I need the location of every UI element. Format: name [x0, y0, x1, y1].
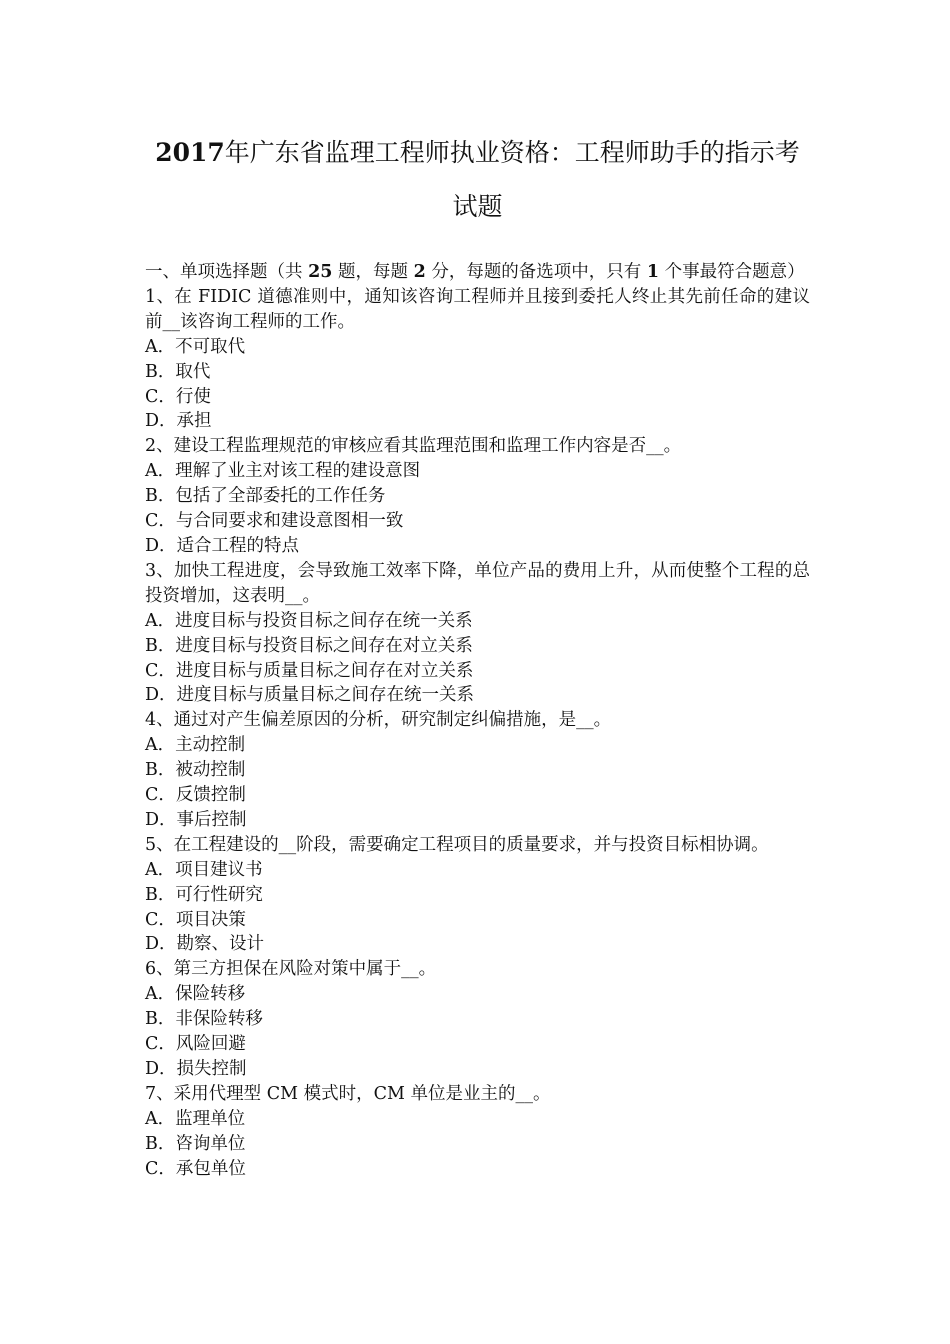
title-year: 2017	[155, 138, 225, 167]
option-item: A．主动控制	[145, 735, 246, 756]
section-text-2: 题，每题	[332, 262, 414, 282]
option-item: D．损失控制	[145, 1059, 247, 1079]
option-item: A．理解了业主对该工程的建设意图	[145, 461, 421, 482]
question-stem: 7、采用代理型 CM 模式时，CM 单位是业主的__。	[145, 1083, 551, 1104]
option-item: B．可行性研究	[145, 884, 263, 905]
question-stem: 2、建设工程监理规范的审核应看其监理范围和监理工作内容是否__。	[145, 436, 682, 457]
option-item: D．进度目标与质量目标之间存在统一关系	[145, 685, 475, 706]
question-stem: 4、通过对产生偏差原因的分析，研究制定纠偏措施，是__。	[145, 710, 612, 731]
option-item: D．事后控制	[145, 809, 247, 830]
option-item: C．进度目标与质量目标之间存在对立关系	[145, 660, 474, 681]
option-item: A．进度目标与投资目标之间存在统一关系	[145, 610, 473, 631]
option-item: D．适合工程的特点	[145, 535, 300, 556]
section-text-3: 分，每题的备选项中，只有	[425, 262, 647, 282]
document-title	[145, 126, 810, 234]
option-item: A．不可取代	[145, 336, 246, 357]
option-item: B．咨询单位	[145, 1133, 246, 1154]
section-text-1: 一、单项选择题（共	[145, 262, 309, 282]
section-count: 25	[308, 262, 333, 282]
question-stem: 3、加快工程进度，会导致施工效率下降，单位产品的费用上升，从而使整个工程的总投资增加，这表明__。	[145, 560, 810, 606]
section-points: 2	[413, 262, 426, 282]
title-line-2: 试题	[452, 192, 503, 221]
option-item: C．承包单位	[145, 1158, 246, 1179]
option-item: B．被动控制	[145, 760, 246, 781]
option-item: A．项目建议书	[145, 859, 263, 880]
option-item: B．包括了全部委托的工作任务	[145, 486, 386, 507]
question-stem: 6、第三方担保在风险对策中属于__。	[145, 959, 437, 980]
option-item: A．保险转移	[145, 984, 246, 1005]
section-heading	[145, 260, 810, 285]
question-content	[145, 260, 810, 1182]
option-item: C．行使	[145, 386, 211, 407]
option-item: B．进度目标与投资目标之间存在对立关系	[145, 635, 473, 656]
option-item: C．反馈控制	[145, 785, 246, 806]
section-one: 1	[646, 262, 660, 282]
section-text-4: 个事最符合题意）	[659, 262, 805, 282]
question-stem: 1、在 FIDIC 道德准则中，通知该咨询工程师并且接到委托人终止其先前任命的建议前__该咨询工程师的工作。	[145, 286, 810, 332]
option-item: B．取代	[145, 361, 211, 382]
option-item: B．非保险转移	[145, 1009, 263, 1030]
option-item: D．勘察、设计	[145, 934, 265, 955]
option-item: C．风险回避	[145, 1034, 246, 1055]
option-item: C．项目决策	[145, 909, 246, 930]
title-line-1	[145, 126, 810, 180]
option-item: C．与合同要求和建设意图相一致	[145, 511, 404, 532]
title-text-1: 年广东省监理工程师执业资格：工程师助手的指示考	[224, 138, 800, 167]
option-item: D．承担	[145, 411, 212, 432]
question-stem: 5、在工程建设的__阶段，需要确定工程项目的质量要求，并与投资目标相协调。	[145, 834, 769, 855]
option-item: A．监理单位	[145, 1108, 246, 1129]
